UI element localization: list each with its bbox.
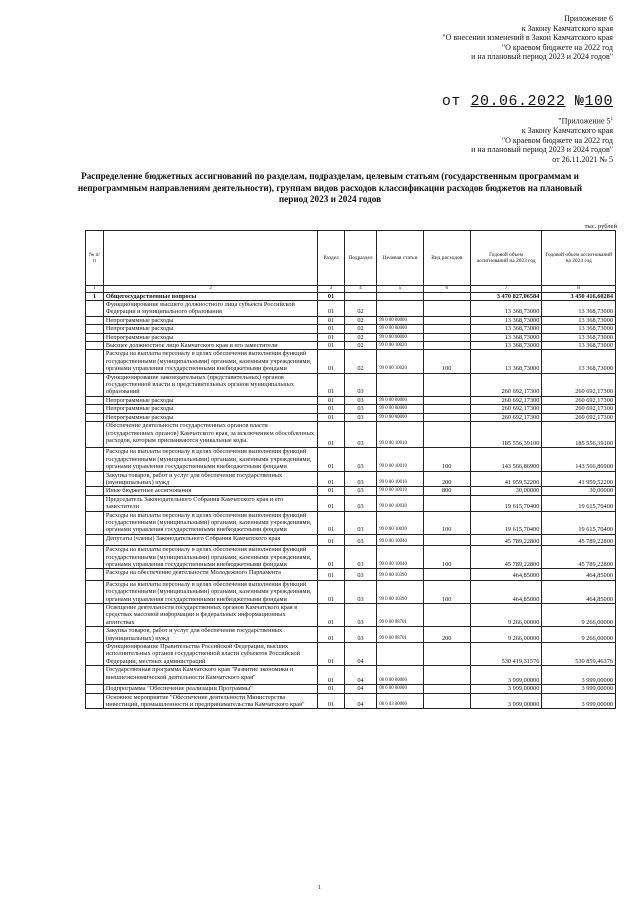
row-target-article (377, 292, 423, 300)
row-target-article: 99 0 00 00000 (377, 396, 423, 404)
row-expense-type: 800 (423, 487, 470, 495)
table-row (86, 487, 616, 495)
header-line: и на плановый период 2023 и 2024 годов" (471, 145, 613, 155)
table-body (86, 292, 616, 709)
stamp-number: 100 (584, 93, 613, 110)
header-line: "О краевом бюджете на 2022 год (501, 42, 613, 52)
row-amount-2023: 19 615,70400 (470, 511, 542, 534)
row-name: Расходы на выплаты персоналу в целях обеспечения выполнения функций государственными (муниципальными) органами, казенными учреждениями, органами управления государственными внебюджетными фондами (103, 511, 318, 534)
header-target-article: Целевая статья (377, 231, 423, 286)
row-amount-2024: 13 368,73000 (542, 350, 616, 373)
row-amount-2024: 260 692,17300 (542, 396, 616, 404)
row-podrazdel: 02 (344, 316, 377, 324)
row-podrazdel: 02 (344, 325, 377, 333)
row-number (86, 546, 104, 569)
row-target-article: 99 0 00 10010 (377, 448, 423, 471)
row-podrazdel: 03 (344, 546, 377, 569)
row-amount-2024: 3 999,00000 (542, 693, 616, 709)
row-expense-type (423, 292, 470, 300)
row-name: Освещение деятельности государственных органов Камчатского края в средствах массовой информации и федеральных информационных агентствах (103, 604, 318, 627)
row-expense-type: 100 (423, 580, 470, 603)
row-amount-2024: 45 789,22800 (542, 534, 616, 545)
row-podrazdel (344, 292, 377, 300)
table-row (86, 580, 616, 603)
row-amount-2023: 260 692,17300 (470, 396, 542, 404)
row-target-article: 99 0 00 10030 (377, 511, 423, 534)
row-expense-type (423, 405, 470, 413)
budget-table (85, 230, 616, 709)
row-number (86, 471, 104, 487)
row-amount-2023: 13 368,73000 (470, 342, 542, 350)
row-expense-type (423, 495, 470, 511)
row-amount-2023: 3 999,00000 (470, 685, 542, 693)
row-podrazdel: 04 (344, 685, 377, 693)
row-name: Расходы на выплаты персоналу в целях обеспечения выполнения функций государственными (муниципальными) органами, казенными учреждениями, органами управления государственными внебюджетными фондами (103, 350, 318, 373)
table-row (86, 643, 616, 666)
row-expense-type: 100 (423, 448, 470, 471)
row-podrazdel: 03 (344, 604, 377, 627)
row-number (86, 580, 104, 603)
row-amount-2023: 19 615,70400 (470, 495, 542, 511)
table-row (86, 333, 616, 341)
table-row (86, 604, 616, 627)
row-podrazdel: 03 (344, 580, 377, 603)
table-header-row (86, 231, 616, 286)
table-row (86, 627, 616, 643)
row-name: Непрограммные расходы (103, 405, 318, 413)
row-amount-2024: 13 368,73000 (542, 301, 616, 317)
row-podrazdel: 04 (344, 643, 377, 666)
row-amount-2024: 530 859,46376 (542, 643, 616, 666)
row-amount-2024: 13 368,73000 (542, 333, 616, 341)
row-amount-2023: 3 999,00000 (470, 693, 542, 709)
row-amount-2024: 13 368,73000 (542, 325, 616, 333)
row-target-article: 99 0 00 10020 (377, 350, 423, 373)
header-line: Приложение 6 (564, 14, 613, 23)
row-amount-2024: 13 368,73000 (542, 342, 616, 350)
row-expense-type (423, 685, 470, 693)
header-superscript: 1 (610, 117, 613, 122)
row-amount-2023: 13 368,73000 (470, 301, 542, 317)
row-razdel: 01 (318, 643, 344, 666)
index-cell: 4 (344, 286, 377, 293)
row-target-article: 99 0 00 00000 (377, 325, 423, 333)
header-no: № п/п (86, 231, 104, 286)
row-number (86, 627, 104, 643)
row-expense-type (423, 666, 470, 685)
row-target-article: 99 0 00 10390 (377, 580, 423, 603)
stamp-date: 20.06.2022 (470, 93, 566, 110)
row-name: Государственная программа Камчатского края "Развитие экономики и внешнеэкономической деятельности Камчатского края" (103, 666, 318, 685)
row-number (86, 448, 104, 471)
row-razdel: 01 (318, 627, 344, 643)
row-amount-2023: 30,00000 (470, 487, 542, 495)
row-expense-type (423, 325, 470, 333)
row-target-article: 99 0 00 98701 (377, 627, 423, 643)
header-line: "О краевом бюджете на 2022 год (501, 135, 613, 145)
row-amount-2023: 185 556,39100 (470, 422, 542, 448)
row-name: Депутаты (члены) Законодательного Собрания Камчатского края (103, 534, 318, 545)
row-razdel: 01 (318, 495, 344, 511)
row-expense-type: 100 (423, 350, 470, 373)
row-razdel: 01 (318, 534, 344, 545)
row-target-article: 99 0 00 10030 (377, 495, 423, 511)
row-razdel: 01 (318, 448, 344, 471)
row-target-article: 08 6 03 00000 (377, 693, 423, 709)
row-expense-type (423, 569, 470, 580)
row-number: 1 (86, 292, 104, 300)
table-row (86, 534, 616, 545)
index-cell: 3 (318, 286, 344, 293)
row-number (86, 685, 104, 693)
row-amount-2023: 13 368,73000 (470, 350, 542, 373)
row-razdel: 01 (318, 301, 344, 317)
table-row (86, 546, 616, 569)
table-row (86, 292, 616, 300)
row-number (86, 405, 104, 413)
index-cell: 8 (542, 286, 616, 293)
table-row (86, 511, 616, 534)
row-razdel: 01 (318, 546, 344, 569)
table-index-row (86, 286, 616, 293)
row-razdel: 01 (318, 511, 344, 534)
row-amount-2024: 143 566,86900 (542, 448, 616, 471)
header-line: от 26.11.2021 № 5 (552, 155, 613, 165)
row-target-article: 99 0 00 00000 (377, 333, 423, 341)
row-amount-2023: 13 368,73000 (470, 325, 542, 333)
row-name: Непрограммные расходы (103, 396, 318, 404)
row-name: Иные бюджетные ассигнования (103, 487, 318, 495)
row-razdel: 01 (318, 604, 344, 627)
row-target-article: 99 0 00 10010 (377, 487, 423, 495)
row-number (86, 342, 104, 350)
row-name: Председатель Законодательного Собрания Камчатского края и его заместители (103, 495, 318, 511)
row-target-article: 99 0 00 10040 (377, 546, 423, 569)
row-podrazdel: 02 (344, 342, 377, 350)
table-row (86, 396, 616, 404)
row-number (86, 511, 104, 534)
row-amount-2024: 3 999,00000 (542, 666, 616, 685)
row-razdel: 01 (318, 685, 344, 693)
row-razdel: 01 (318, 569, 344, 580)
row-target-article: 99 0 00 00000 (377, 405, 423, 413)
row-amount-2024: 3 999,00000 (542, 685, 616, 693)
row-podrazdel: 03 (344, 569, 377, 580)
index-cell: 1 (86, 286, 104, 293)
row-expense-type (423, 604, 470, 627)
page-number: 1 (318, 885, 321, 891)
index-cell: 2 (103, 286, 318, 293)
table-row (86, 350, 616, 373)
row-amount-2023: 3 470 827,06584 (470, 292, 542, 300)
row-expense-type: 200 (423, 627, 470, 643)
row-target-article: 99 0 00 00000 (377, 316, 423, 324)
row-expense-type: 100 (423, 511, 470, 534)
table-row (86, 325, 616, 333)
row-razdel: 01 (318, 316, 344, 324)
row-amount-2023: 45 789,22800 (470, 546, 542, 569)
row-name: Расходы на выплаты персоналу в целях обеспечения выполнения функций государственными (муниципальными) органами, казенными учреждениями, органами управления государственными внебюджетными фондами (103, 546, 318, 569)
row-razdel: 01 (318, 413, 344, 421)
index-cell: 5 (377, 286, 423, 293)
row-name: Расходы на выплаты персоналу в целях обеспечения выполнения функций государственными (муниципальными) органами, казенными учреждениями, органами управления государственными внебюджетными фондами (103, 580, 318, 603)
row-amount-2024: 41 959,52200 (542, 471, 616, 487)
row-expense-type (423, 693, 470, 709)
row-target-article: 99 0 00 10390 (377, 569, 423, 580)
document-title: Распределение бюджетных ассигнований по разделам, подразделам, целевым статьям (государственным программам и непрограммным направлениям деятельности), группам видов расходов классификации расходов бюджетов на плановый период 2023 и 2024 годов (77, 171, 583, 204)
row-amount-2023: 3 999,00000 (470, 666, 542, 685)
row-razdel: 01 (318, 396, 344, 404)
row-razdel: 01 (318, 350, 344, 373)
row-amount-2023: 41 959,52200 (470, 471, 542, 487)
row-number (86, 643, 104, 666)
row-target-article: 08 0 00 00000 (377, 666, 423, 685)
row-razdel: 01 (318, 292, 344, 300)
row-expense-type (423, 316, 470, 324)
row-amount-2024: 260 692,17300 (542, 405, 616, 413)
row-expense-type (423, 534, 470, 545)
row-razdel: 01 (318, 405, 344, 413)
row-expense-type (423, 333, 470, 341)
row-expense-type (423, 301, 470, 317)
row-podrazdel: 03 (344, 627, 377, 643)
row-razdel: 01 (318, 373, 344, 396)
row-name: Закупка товаров, работ и услуг для обеспечения государственных (муниципальных) нужд (103, 471, 318, 487)
row-number (86, 534, 104, 545)
row-razdel: 01 (318, 325, 344, 333)
table-row (86, 448, 616, 471)
row-number (86, 396, 104, 404)
row-amount-2023: 464,85000 (470, 580, 542, 603)
row-expense-type (423, 342, 470, 350)
row-expense-type (423, 373, 470, 396)
row-amount-2024: 464,85000 (542, 580, 616, 603)
row-name: Функционирование высшего должностного лица субъекта Российской Федерации и муниципального образования (103, 301, 318, 317)
row-name: Расходы на выплаты персоналу в целях обеспечения выполнения функций государственными (муниципальными) органами, казенными учреждениями, органами управления государственными внебюджетными фондами (103, 448, 318, 471)
row-podrazdel: 02 (344, 333, 377, 341)
table-row (86, 666, 616, 685)
row-number (86, 495, 104, 511)
row-target-article (377, 373, 423, 396)
row-expense-type: 100 (423, 546, 470, 569)
row-target-article: 99 0 00 10020 (377, 342, 423, 350)
row-podrazdel: 03 (344, 405, 377, 413)
row-podrazdel: 03 (344, 487, 377, 495)
row-name: Общегосударственные вопросы (103, 292, 318, 300)
row-name: Закупка товаров, работ и услуг для обеспечения государственных (муниципальных) нужд (103, 627, 318, 643)
row-name: Непрограммные расходы (103, 413, 318, 421)
row-name: Обеспечение деятельности государственных органов власти (государственных органов) Камчатского края, за исключением обособленных расходов, которым присваиваются уникальные коды. (103, 422, 318, 448)
row-razdel: 01 (318, 666, 344, 685)
row-razdel: 01 (318, 693, 344, 709)
unit-label: тыс. рублей (584, 223, 617, 230)
row-amount-2024: 260 692,17300 (542, 413, 616, 421)
stamp-sign: № (574, 93, 585, 110)
table-row (86, 405, 616, 413)
header-appendix-6 (442, 14, 613, 62)
row-podrazdel: 03 (344, 511, 377, 534)
row-razdel: 01 (318, 422, 344, 448)
header-line: к Закону Камчатского края (521, 126, 613, 136)
row-amount-2024: 464,85000 (542, 569, 616, 580)
row-podrazdel: 04 (344, 666, 377, 685)
row-name: Непрограммные расходы (103, 333, 318, 341)
row-podrazdel: 03 (344, 471, 377, 487)
row-amount-2024: 9 266,00000 (542, 627, 616, 643)
table-row (86, 342, 616, 350)
row-number (86, 569, 104, 580)
table-row (86, 301, 616, 317)
header-line: "Приложение $5^1$ (558, 116, 613, 126)
row-razdel: 01 (318, 487, 344, 495)
row-podrazdel: 03 (344, 495, 377, 511)
row-amount-2024: 19 615,70400 (542, 495, 616, 511)
row-name: Функционирование законодательных (представительных) органов государственной власти и представительных органов муниципальных образований (103, 373, 318, 396)
row-podrazdel: 03 (344, 413, 377, 421)
row-amount-2024: 260 692,17300 (542, 373, 616, 396)
row-target-article: 99 0 00 98701 (377, 604, 423, 627)
row-number (86, 350, 104, 373)
table-row (86, 413, 616, 421)
row-name: Расходы на обеспечение деятельности Молодежного Парламента (103, 569, 318, 580)
header-appendix-5 (471, 115, 613, 165)
row-name: Основное мероприятие "Обеспечение деятельности Министерства инвестиций, промышленности и предпринимательства Камчатского края" (103, 693, 318, 709)
row-amount-2023: 9 266,00000 (470, 627, 542, 643)
row-number (86, 693, 104, 709)
header-razdel: Раздел (318, 231, 344, 286)
header-year-2024: Годовой объем ассигнований на 2024 год (542, 231, 616, 286)
table-row (86, 685, 616, 693)
row-expense-type: 200 (423, 471, 470, 487)
row-podrazdel: 02 (344, 301, 377, 317)
row-number (86, 487, 104, 495)
header-line: к Закону Камчатского края (521, 23, 613, 33)
row-expense-type (423, 643, 470, 666)
row-target-article: 99 0 00 10010 (377, 471, 423, 487)
row-number (86, 666, 104, 685)
row-amount-2023: 260 692,17300 (470, 413, 542, 421)
row-podrazdel: 03 (344, 448, 377, 471)
row-amount-2023: 13 368,73000 (470, 333, 542, 341)
row-razdel: 01 (318, 333, 344, 341)
row-number (86, 422, 104, 448)
row-name: Функционирование Правительства Российской Федерации, высших исполнительных органов государственной власти субъектов Российской Федерации, местных администраций (103, 643, 318, 666)
row-number (86, 373, 104, 396)
row-podrazdel: 04 (344, 693, 377, 709)
row-amount-2024: 9 266,00000 (542, 604, 616, 627)
row-podrazdel: 03 (344, 373, 377, 396)
header-line: "О внесении изменений в Закон Камчатского края (442, 33, 613, 43)
row-amount-2023: 143 566,86900 (470, 448, 542, 471)
row-amount-2023: 13 368,73000 (470, 316, 542, 324)
row-razdel: 01 (318, 471, 344, 487)
row-amount-2023: 260 692,17300 (470, 405, 542, 413)
header-podrazdel: Подраздел (344, 231, 377, 286)
row-amount-2023: 45 789,22800 (470, 534, 542, 545)
row-target-article (377, 643, 423, 666)
row-target-article: 99 0 00 10010 (377, 422, 423, 448)
row-expense-type (423, 396, 470, 404)
row-number (86, 333, 104, 341)
row-number (86, 301, 104, 317)
index-cell: 7 (470, 286, 542, 293)
row-amount-2024: 185 556,39100 (542, 422, 616, 448)
row-number (86, 413, 104, 421)
row-amount-2024: 19 615,70400 (542, 511, 616, 534)
row-razdel: 01 (318, 342, 344, 350)
row-amount-2023: 464,85000 (470, 569, 542, 580)
row-number (86, 325, 104, 333)
stamp-prefix: от (441, 93, 461, 110)
row-expense-type (423, 422, 470, 448)
table-row (86, 373, 616, 396)
row-podrazdel: 02 (344, 350, 377, 373)
table-row (86, 693, 616, 709)
row-number (86, 604, 104, 627)
row-name: Непрограммные расходы (103, 325, 318, 333)
row-expense-type (423, 413, 470, 421)
row-name: Высшее должностное лицо Камчатского края и его заместители (103, 342, 318, 350)
row-target-article: 99 0 00 00000 (377, 413, 423, 421)
row-number (86, 316, 104, 324)
table-row (86, 569, 616, 580)
row-amount-2023: 530 419,31576 (470, 643, 542, 666)
row-amount-2024: 45 789,22800 (542, 546, 616, 569)
row-amount-2023: 260 692,17300 (470, 373, 542, 396)
table-row (86, 495, 616, 511)
row-target-article: 99 0 00 10040 (377, 534, 423, 545)
header-name (103, 231, 318, 286)
row-podrazdel: 03 (344, 422, 377, 448)
table-row (86, 316, 616, 324)
header-expense-type: Вид расходов (423, 231, 470, 286)
index-cell: 6 (423, 286, 470, 293)
header-year-2023: Годовой объем ассигнований на 2023 год (470, 231, 542, 286)
row-name: Непрограммные расходы (103, 316, 318, 324)
row-target-article (377, 301, 423, 317)
row-amount-2024: 3 450 416,60284 (542, 292, 616, 300)
table-row (86, 471, 616, 487)
table-row (86, 422, 616, 448)
row-target-article: 08 6 00 00000 (377, 685, 423, 693)
row-podrazdel: 03 (344, 534, 377, 545)
header-line: и на плановый период 2023 и 2024 годов" (471, 52, 613, 62)
row-podrazdel: 03 (344, 396, 377, 404)
row-razdel: 01 (318, 580, 344, 603)
document-number-stamp (442, 94, 613, 109)
row-amount-2024: 30,00000 (542, 487, 616, 495)
row-amount-2023: 9 266,00000 (470, 604, 542, 627)
row-amount-2024: 13 368,73000 (542, 316, 616, 324)
row-name: Подпрограмма "Обеспечение реализации Программы" (103, 685, 318, 693)
